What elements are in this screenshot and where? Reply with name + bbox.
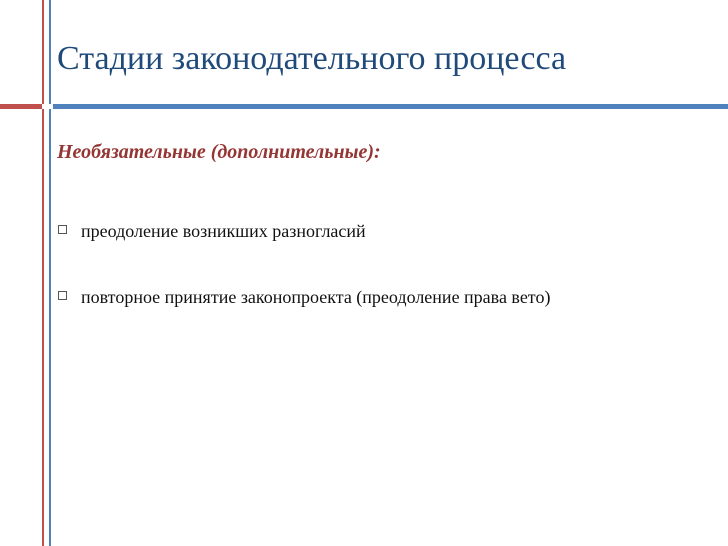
slide-title: Стадии законодательного процесса [57, 40, 567, 77]
bullet-list [57, 218, 677, 350]
square-bullet-icon [58, 291, 67, 300]
decor-red-horizontal-bar [0, 104, 42, 109]
square-bullet-icon [58, 225, 67, 234]
slide-subtitle: Необязательные (дополнительные): [57, 141, 381, 163]
decor-red-vertical-line-lower [42, 109, 44, 546]
bullet-item [57, 284, 677, 310]
bullet-text: повторное принятие законопроекта (преодоление права вето) [81, 287, 551, 307]
bullet-text: преодоление возникших разногласий [81, 221, 366, 241]
decor-blue-vertical-line-lower [49, 109, 51, 546]
decor-red-vertical-line [42, 0, 44, 104]
bullet-item [57, 218, 677, 244]
decor-blue-horizontal-bar [53, 104, 728, 109]
decor-blue-vertical-line [49, 0, 51, 104]
